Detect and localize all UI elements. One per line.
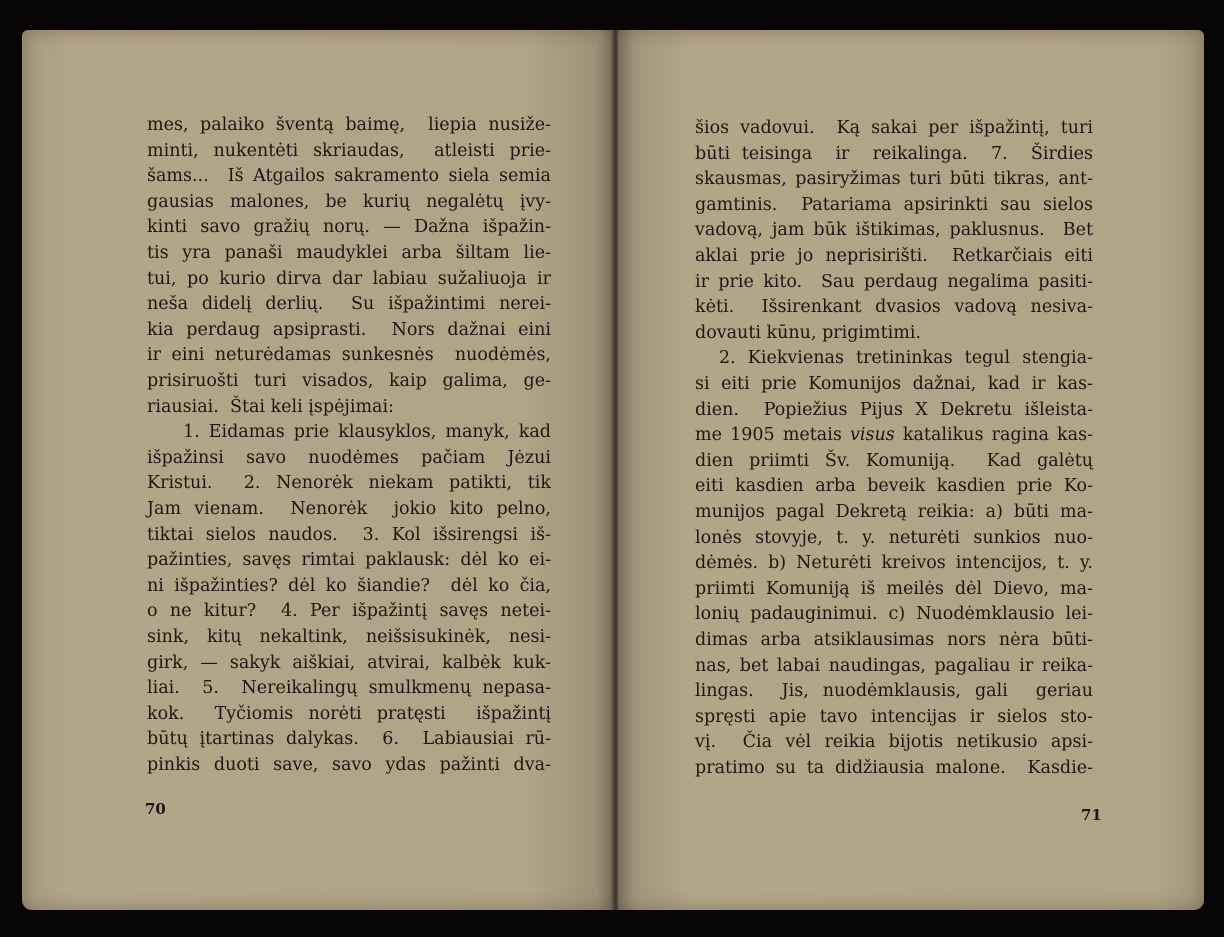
text-line: eiti kasdien arba beveik kasdien prie Ko- <box>695 476 1093 497</box>
text-line: išpažinsi savo nuodėmes pačiam Jėzui <box>147 447 551 468</box>
text-line: neša didelį derlių. Su išpažintimi nerei- <box>147 294 551 315</box>
text-line: lonių padauginimui. c) Nuodėmklausio lei- <box>695 604 1093 625</box>
text-line: dėmės. b) Neturėti kreivos intencijos, t. y. <box>695 553 1093 574</box>
text-line: girk, — sakyk aiškiai, atvirai, kalbėk kuk- <box>147 652 551 673</box>
text-line: minti, nukentėti skriaudas, atleisti prie- <box>147 140 551 161</box>
text-line: prisiruošti turi visados, kaip galima, ge- <box>147 371 551 391</box>
right-page-number: 71 <box>1081 806 1102 824</box>
text-line: 2. Kiekvienas tretininkas tegul stengia- <box>719 348 1093 369</box>
text-line: riausiai. Štai keli įspėjimai: <box>147 396 394 417</box>
text-line: Kristui. 2. Nenorėk niekam patikti, tik <box>147 473 551 494</box>
text-line: ir prie kito. Sau perdaug negalima pasiti- <box>695 271 1093 292</box>
text-line: mes, palaiko šventą baimę, liepia nusiže- <box>147 115 551 135</box>
text-line: nas, bet labai naudingas, pagaliau ir reika- <box>695 655 1093 676</box>
text-line: vį. Čia vėl reikia bijotis netikusio apsi- <box>695 732 1093 753</box>
text-line: pratimo su ta didžiausia malone. Kasdie- <box>695 758 1093 778</box>
text-line: dien priimti Šv. Komuniją. Kad galėtų <box>695 450 1093 471</box>
text-line: šams... Iš Atgailos sakramento siela semia <box>147 166 551 187</box>
left-page-number: 70 <box>145 800 166 818</box>
text-line: priimti Komuniją iš meilės dėl Dievo, ma- <box>695 578 1093 599</box>
text-line: me 1905 metais visus katalikus ragina kas- <box>695 425 1093 446</box>
text-line: kėti. Išsirenkant dvasios vadovą nesiva- <box>695 297 1093 318</box>
text-line: šios vadovui. Ką sakai per išpažintį, turi <box>695 118 1093 138</box>
text-line: 1. Eidamas prie klausyklos, manyk, kad <box>183 422 551 443</box>
text-line: tis yra panaši maudyklei arba šiltam lie- <box>147 243 551 263</box>
text-line: spręsti apie tavo intencijas ir sielos sto- <box>695 706 1093 727</box>
text-line: tiktai sielos naudos. 3. Kol išsirengsi iš- <box>147 524 551 545</box>
text-line: o ne kitur? 4. Per išpažintį savęs netei- <box>147 601 551 622</box>
text-line: lingas. Jis, nuodėmklausis, gali geriau <box>695 681 1093 702</box>
text-line: gausias malones, be kurių negalėtų įvy- <box>147 191 551 212</box>
text-line: vadovą, jam būk ištikimas, paklusnus. Bet <box>695 220 1093 241</box>
text-line: dovauti kūnu, prigimtimi. <box>695 322 922 343</box>
text-line: dimas arba atsiklausimas nors nėra būti- <box>695 630 1093 650</box>
text-line: ir eini neturėdamas sunkesnės nuodėmės, <box>147 345 551 366</box>
text-line: būtų įtartinas dalykas. 6. Labiausiai rū- <box>147 729 551 750</box>
text-line: kinti savo gražių norų. — Dažna išpažin- <box>147 217 551 238</box>
text-line: dien. Popiežius Pijus X Dekretu išleista- <box>695 399 1093 420</box>
text-line: ni išpažinties? dėl ko šiandie? dėl ko čia, <box>147 575 551 596</box>
text-line: munijos pagal Dekretą reikia: a) būti ma- <box>695 502 1093 522</box>
text-line: Jam vienam. Nenorėk jokio kito pelno, <box>147 499 551 519</box>
text-line: pažinties, savęs rimtai paklausk: dėl ko ei- <box>147 550 551 571</box>
text-line: sink, kitų nekaltink, neišsisukinėk, nesi- <box>147 627 551 647</box>
text-line: kok. Tyčiomis norėti pratęsti išpažintį <box>147 703 551 724</box>
text-line: skausmas, pasiryžimas turi būti tikras, ant- <box>695 169 1093 190</box>
text-line: tui, po kurio dirva dar labiau sužaliuoja ir <box>147 268 551 289</box>
text-line: si eiti prie Komunijos dažnai, kad ir kas- <box>695 374 1093 394</box>
text-line: lonės stovyje, t. y. neturėti sunkios nuo- <box>695 527 1093 548</box>
text-line: liai. 5. Nereikalingų smulkmenų nepasa- <box>147 678 551 699</box>
text-line: gamtinis. Patariama apsirinkti sau sielos <box>695 194 1093 215</box>
text-line: aklai prie jo neprisirišti. Retkarčiais eiti <box>695 246 1093 266</box>
text-line: pinkis duoti save, savo ydas pažinti dva- <box>147 755 551 775</box>
text-line: būti teisinga ir reikalinga. 7. Širdies <box>695 143 1093 164</box>
text-line: kia perdaug apsiprasti. Nors dažnai eini <box>147 319 551 340</box>
emphasis-word: visus <box>849 425 895 446</box>
